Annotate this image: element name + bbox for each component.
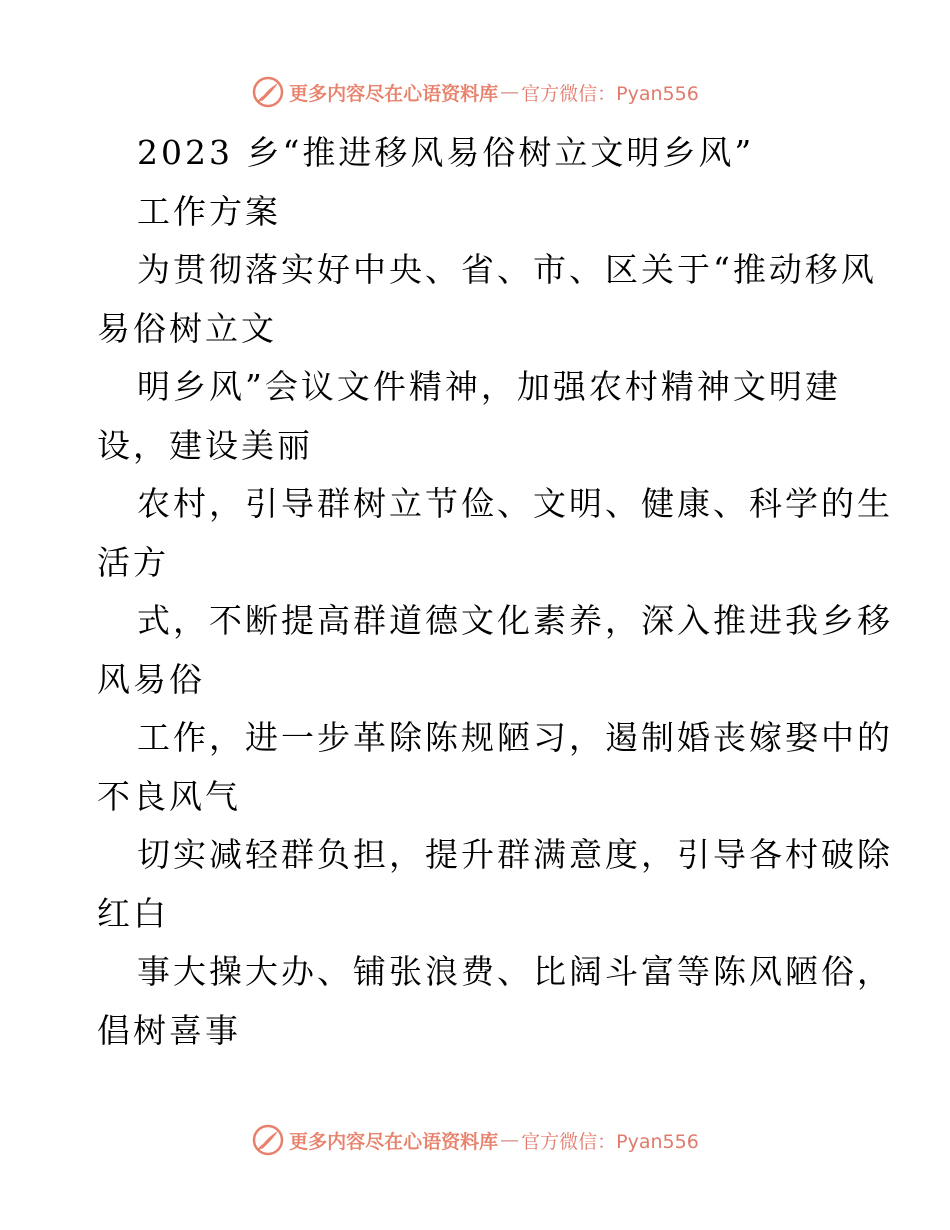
- watermark-contact: 官方微信：Pyan556: [521, 1130, 699, 1153]
- footer-watermark: [0, 1120, 950, 1160]
- doc-paragraph-line: 切实减轻群负担，提升群满意度，引导各村破除: [137, 835, 893, 874]
- feather-pen-logo-icon: [251, 75, 285, 109]
- watermark-brand: 更多内容尽在心语资料库: [289, 1130, 499, 1153]
- feather-pen-logo-icon: [251, 1123, 285, 1157]
- watermark-dash: —: [500, 81, 520, 103]
- doc-paragraph-line: 事大操大办、铺张浪费、比阔斗富等陈风陋俗，: [137, 952, 893, 991]
- doc-title-line: 2023 乡“推进移风易俗树立文明乡风”: [137, 133, 755, 172]
- doc-paragraph-line: 倡树喜事: [97, 1010, 241, 1050]
- doc-paragraph-line: 易俗树立文: [97, 308, 277, 348]
- doc-paragraph-line: 农村，引导群树立节俭、文明、健康、科学的生: [137, 484, 893, 523]
- doc-subtitle-line: 工作方案: [137, 191, 281, 231]
- doc-paragraph-line: 风易俗: [97, 659, 205, 699]
- header-watermark: [0, 72, 950, 112]
- watermark-contact: 官方微信：Pyan556: [521, 82, 699, 105]
- watermark-dash: —: [500, 1129, 520, 1151]
- doc-paragraph-line: 活方: [97, 542, 169, 582]
- doc-paragraph-line: 红白: [97, 893, 169, 933]
- doc-paragraph-line: 不良风气: [97, 776, 241, 816]
- doc-paragraph-line: 为贯彻落实好中央、省、市、区关于“推动移风: [137, 250, 877, 289]
- doc-paragraph-line: 明乡风”会议文件精神，加强农村精神文明建: [137, 367, 841, 406]
- doc-paragraph-line: 式，不断提高群道德文化素养，深入推进我乡移: [137, 601, 893, 640]
- document-body: [97, 124, 897, 1060]
- doc-paragraph-line: 设，建设美丽: [97, 425, 313, 465]
- watermark-brand: 更多内容尽在心语资料库: [289, 82, 499, 105]
- doc-paragraph-line: 工作，进一步革除陈规陋习，遏制婚丧嫁娶中的: [137, 718, 893, 757]
